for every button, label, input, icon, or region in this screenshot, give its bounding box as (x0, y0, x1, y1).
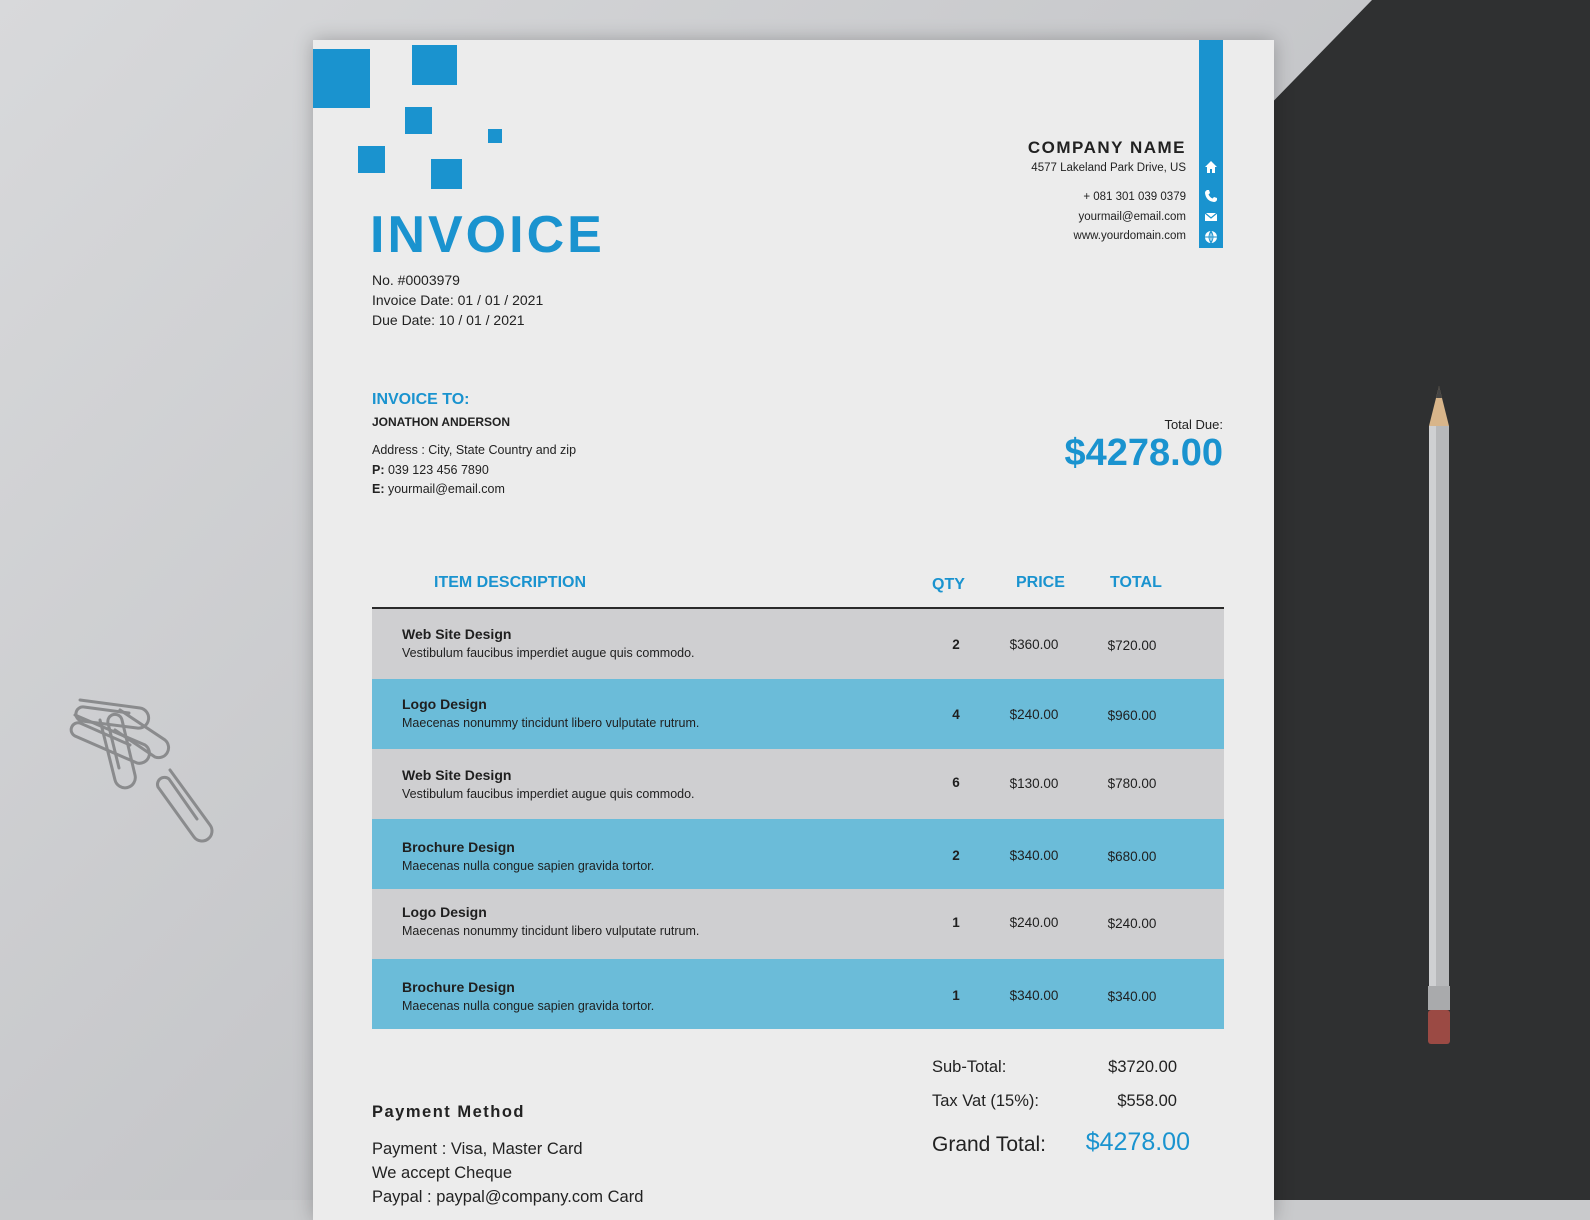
phone-icon (1204, 189, 1218, 203)
client-address: Address : City, State Country and zip (372, 443, 577, 457)
item-desc: Maecenas nulla congue sapien gravida tortor. (402, 859, 655, 873)
header-description: ITEM DESCRIPTION (434, 574, 587, 591)
item-price: $340.00 (1009, 848, 1059, 863)
item-qty: 2 (952, 848, 960, 863)
payment-line-paypal: Paypal : paypal@company.com Card (372, 1188, 644, 1206)
item-price: $340.00 (1009, 988, 1059, 1003)
invoice-to-heading: INVOICE TO: (372, 391, 470, 408)
item-name: Brochure Design (402, 979, 515, 995)
header-qty: QTY (932, 576, 965, 593)
header-total: TOTAL (1110, 574, 1162, 591)
client-phone (372, 463, 489, 477)
invoice-title: INVOICE (370, 206, 605, 264)
table-row (372, 819, 1224, 889)
item-name: Web Site Design (402, 767, 512, 783)
item-price: $240.00 (1009, 915, 1059, 930)
client-email (372, 482, 505, 496)
tax-value: $558.00 (1117, 1092, 1177, 1110)
item-price: $360.00 (1009, 637, 1059, 652)
item-qty: 1 (952, 988, 960, 1003)
table-row (372, 679, 1224, 749)
email-value: yourmail@email.com (384, 482, 505, 496)
item-desc: Maecenas nulla congue sapien gravida tortor. (402, 999, 655, 1013)
paper-clips (60, 680, 230, 850)
company-email: yourmail@email.com (1078, 211, 1186, 223)
item-total: $340.00 (1107, 989, 1157, 1004)
phone-value: 039 123 456 7890 (384, 463, 489, 477)
total-due-label: Total Due: (1164, 417, 1223, 432)
email-label: E: (372, 482, 385, 496)
invoice-date: Invoice Date: 01 / 01 / 2021 (372, 292, 544, 308)
payment-method-title: Payment Method (372, 1103, 526, 1121)
company-website: www.yourdomain.com (1073, 230, 1186, 242)
item-total: $960.00 (1107, 708, 1157, 723)
item-qty: 4 (952, 707, 960, 722)
due-date: Due Date: 10 / 01 / 2021 (372, 312, 525, 328)
item-total: $680.00 (1107, 849, 1157, 864)
item-name: Logo Design (402, 696, 487, 712)
table-row (372, 609, 1224, 679)
item-desc: Vestibulum faucibus imperdiet augue quis commodo. (402, 787, 695, 801)
header-price: PRICE (1016, 574, 1065, 591)
subtotal-label: Sub-Total: (932, 1058, 1007, 1076)
grand-total-label: Grand Total: (932, 1133, 1047, 1156)
home-icon (1204, 160, 1218, 174)
payment-line-cards: Payment : Visa, Master Card (372, 1140, 583, 1158)
invoice-number: No. #0003979 (372, 272, 460, 288)
item-qty: 2 (952, 637, 960, 652)
subtotal-value: $3720.00 (1108, 1058, 1177, 1076)
table-row (372, 959, 1224, 1029)
item-qty: 6 (952, 775, 960, 790)
item-qty: 1 (952, 915, 960, 930)
item-price: $130.00 (1009, 776, 1059, 791)
grand-total-value: $4278.00 (1085, 1128, 1190, 1156)
item-desc: Maecenas nonummy tincidunt libero vulputate rutrum. (402, 716, 700, 730)
pencil (1425, 386, 1453, 1046)
total-due-amount: $4278.00 (1064, 432, 1223, 474)
company-name: COMPANY NAME (1027, 138, 1186, 157)
client-name: JONATHON ANDERSON (372, 415, 511, 429)
item-price: $240.00 (1009, 707, 1059, 722)
globe-icon (1204, 230, 1218, 244)
table-row (372, 749, 1224, 819)
mail-icon (1204, 210, 1218, 224)
item-desc: Vestibulum faucibus imperdiet augue quis commodo. (402, 646, 695, 660)
item-total: $240.00 (1107, 916, 1157, 931)
item-name: Logo Design (402, 904, 487, 920)
item-name: Brochure Design (402, 839, 515, 855)
table-row (372, 889, 1224, 959)
item-total: $780.00 (1107, 776, 1157, 791)
company-address: 4577 Lakeland Park Drive, US (1031, 162, 1186, 174)
phone-label: P: (372, 463, 385, 477)
item-total: $720.00 (1107, 638, 1157, 653)
tax-label: Tax Vat (15%): (932, 1092, 1039, 1110)
item-desc: Maecenas nonummy tincidunt libero vulputate rutrum. (402, 924, 700, 938)
payment-line-cheque: We accept Cheque (372, 1164, 513, 1182)
company-phone: + 081 301 039 0379 (1083, 191, 1186, 203)
item-name: Web Site Design (402, 626, 512, 642)
